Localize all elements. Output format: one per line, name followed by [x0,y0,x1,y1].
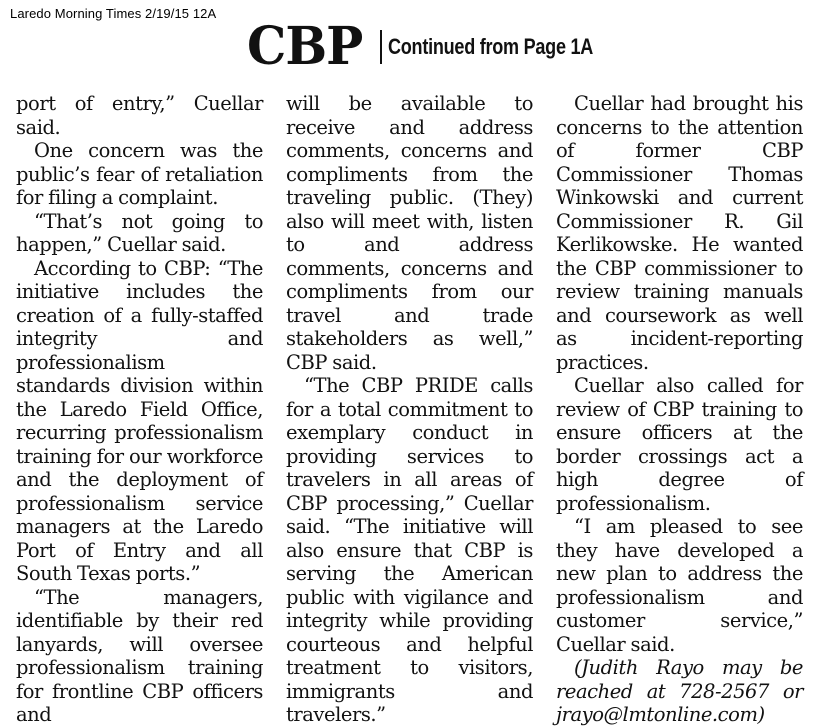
source-line: Laredo Morning Times 2/19/15 12A [10,6,217,21]
article-column-1 [16,92,263,726]
article-columns [16,92,805,726]
paragraph: Cuellar also called for review of CBP training to ensure officers at the border crossings act a high degree of professionalism. [556,374,803,515]
paragraph: One concern was the public’s fear of retaliation for filing a complaint. [16,139,263,209]
paragraph: According to CBP: “The initiative includes the creation of a fully-staffed integrity and professionalism standards division within the Laredo Field Office, recurring professionalism training for our workforce and the deployment of professionalism service managers at the Laredo Port of Entry and all South Texas ports.” [16,256,263,585]
paragraph: Cuellar had brought his concerns to the attention of former CBP Commissioner Thomas Winkowski and current Commissioner R. Gil Kerlikowske. He wanted the CBP commissioner to review training manuals and coursework as well as incident-reporting practices. [556,92,803,374]
headline [247,14,639,80]
paragraph: port of entry,” Cuellar said. [16,92,263,139]
article-column-2 [286,92,533,726]
paragraph: “I am pleased to see they have developed a new plan to address the professionalism and customer service,” Cuellar said. [556,515,803,656]
paragraph: will be available to receive and address comments, concerns and compliments from the traveling public. (They) also will meet with, listen to and address comments, concerns and compliments from our travel and trade stakeholders as well,” CBP said. [286,92,533,374]
paragraph: “That’s not going to happen,” Cuellar said. [16,209,263,256]
continued-from-label: Continued from Page 1A [388,34,594,59]
byline: (Judith Rayo may be reached at 728-2567 or jrayo@lmtonline.com) [556,656,803,726]
headline-kicker: CBP [247,16,363,77]
paragraph: “The managers, identifiable by their red lanyards, will oversee professionalism training for frontline CBP officers and [16,585,263,726]
headline-divider [380,30,382,64]
paragraph: “The CBP PRIDE calls for a total commitment to exemplary conduct in providing services to travelers in all areas of CBP processing,” Cuellar said. “The initiative will also ensure that CBP is serving the American public with vigilance and integrity while providing courteous and helpful treatment to visitors, immigrants and travelers.” [286,374,533,726]
article-column-3 [556,92,803,726]
